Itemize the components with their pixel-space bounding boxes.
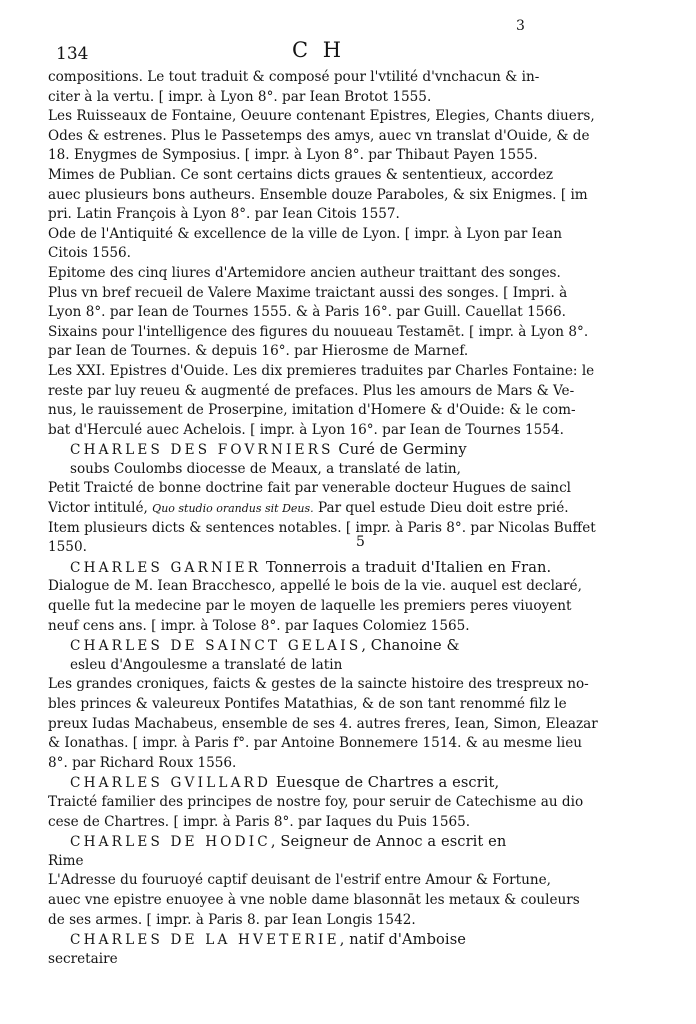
text-line: Petit Traicté de bonne doctrine fait par venerable docteur Hugues de saincl — [48, 480, 572, 497]
text-line: Ode de l'Antiquité & excellence de la ville de Lyon. [ impr. à Lyon par Iean — [48, 225, 562, 242]
author-heading — [48, 930, 632, 950]
text-line: esleu d'Angoulesme a translaté de latin — [70, 656, 343, 673]
text-line: Les Ruisseaux de Fontaine, Oeuure contenant Epistres, Elegies, Chants diuers, — [48, 108, 595, 125]
text-line: bat d'Herculé auec Achelois. [ impr. à Lyon 16°. par Iean de Tournes 1554. — [48, 421, 564, 438]
text-line: de ses armes. [ impr. à Paris 8. par Iean Longis 1542. — [48, 911, 416, 928]
text-fragment: Par quel estude Dieu doit estre prié. — [313, 500, 569, 517]
author-name: CHARLES DES FOVRNIERS — [70, 442, 334, 459]
author-heading — [48, 440, 632, 460]
author-heading — [48, 832, 632, 852]
text-line: cese de Chartres. [ impr. à Paris 8°. par Iaques du Puis 1565. — [48, 813, 471, 830]
text-line: Epitome des cinq liures d'Artemidore ancien autheur traittant des songes. — [48, 264, 561, 281]
text-line: bles princes & valeureux Pontifes Matathias, & de son tant renommé filz le — [48, 696, 567, 712]
text-line: Mimes de Publian. Ce sont certains dicts graues & sententieux, accordez — [48, 166, 554, 183]
text-line: 8°. par Richard Roux 1556. — [48, 754, 237, 771]
text-body — [48, 68, 632, 969]
text-line: Dialogue de M. Iean Bracchesco, appellé le bois de la vie. auquel est declaré, — [48, 578, 582, 595]
running-head: C H — [292, 38, 346, 62]
author-name: CHARLES DE LA HVETERIE — [70, 932, 340, 949]
author-heading — [48, 773, 632, 793]
text-line: Lyon 8°. par Iean de Tournes 1555. & à Paris 16°. par Guill. Cauellat 1566. — [48, 304, 566, 321]
text-line: Les XXI. Epistres d'Ouide. Les dix premieres traduites par Charles Fontaine: le — [48, 362, 595, 379]
text-line: Rime — [48, 852, 84, 869]
author-description: Euesque de Chartres a escrit, — [271, 774, 500, 792]
author-description: , Chanoine & — [361, 637, 460, 655]
latin-title: Quo studio orandus sit Deus. — [152, 502, 314, 516]
author-description: , Seigneur de Annoc a escrit en — [270, 833, 507, 851]
page-number: 134 — [56, 44, 89, 64]
author-description: Tonnerrois a traduit d'Italien en Fran. — [261, 558, 552, 576]
text-line: Item plusieurs dicts & sentences notables. [ impr. à Paris 8°. par Nicolas Buffet — [48, 519, 596, 536]
text-line: preux Iudas Machabeus, ensemble de ses 4. autres freres, Iean, Simon, Eleazar — [48, 715, 598, 732]
text-line: & Ionathas. [ impr. à Paris f°. par Antoine Bonnemere 1514. & au mesme lieu — [48, 735, 583, 752]
author-heading — [48, 558, 632, 578]
text-line: secretaire — [48, 950, 118, 967]
text-line: L'Adresse du fouruoyé captif deuisant de l'estrif entre Amour & Fortune, — [48, 872, 551, 889]
text-line: reste par luy reueu & augmenté de prefaces. Plus les amours de Mars & Ve- — [48, 382, 575, 399]
text-line — [48, 499, 632, 519]
text-line: neuf cens ans. [ impr. à Tolose 8°. par Iaques Colomiez 1565. — [48, 617, 470, 634]
text-line: Sixains pour l'intelligence des figures du nouueau Testamēt. [ impr. à Lyon 8°. — [48, 323, 589, 340]
text-line: auec vne epistre enuoyee à vne noble dame blasonnāt les metaux & couleurs — [48, 891, 580, 908]
text-line: Odes & estrenes. Plus le Passetemps des amys, auec vn translat d'Ouide, & de — [48, 127, 590, 144]
text-line: citer à la vertu. [ impr. à Lyon 8°. par Iean Brotot 1555. — [48, 88, 432, 105]
marginal-mark: 5 — [356, 534, 365, 550]
text-line: compositions. Le tout traduit & composé pour l'vtilité d'vnchacun & in- — [48, 69, 540, 85]
text-line: Traicté familier des principes de nostre foy, pour seruir de Catechisme au dio — [48, 793, 584, 810]
text-line: 18. Enygmes de Symposius. [ impr. à Lyon 8°. par Thibaut Payen 1555. — [48, 147, 538, 164]
text-fragment: Victor intitulé, — [48, 500, 153, 517]
author-name: CHARLES DE HODIC — [70, 834, 271, 851]
author-description: Curé de Germiny — [333, 441, 467, 459]
author-name: CHARLES GARNIER — [70, 559, 262, 576]
text-line: Plus vn bref recueil de Valere Maxime traictant aussi des songes. [ Impri. à — [48, 284, 568, 301]
text-line: auec plusieurs bons autheurs. Ensemble douze Paraboles, & six Enigmes. [ im — [48, 186, 588, 203]
text-line: nus, le rauissement de Proserpine, imitation d'Homere & d'Ouide: & le com- — [48, 402, 576, 419]
text-line: quelle fut la medecine par le moyen de laquelle les premiers peres viuoyent — [48, 598, 572, 615]
text-line: Citois 1556. — [48, 245, 131, 262]
author-heading — [48, 636, 632, 656]
author-name: CHARLES DE SAINCT GELAIS — [70, 638, 362, 655]
text-line: Les grandes croniques, faicts & gestes de la saincte histoire des trespreux no- — [48, 676, 589, 693]
author-name: CHARLES GVILLARD — [70, 775, 272, 792]
text-line: 1550. — [48, 539, 87, 556]
text-line: par Iean de Tournes. & depuis 16°. par Hierosme de Marnef. — [48, 343, 469, 360]
text-line: soubs Coulombs diocesse de Meaux, a translaté de latin, — [70, 460, 461, 477]
author-description: , natif d'Amboise — [339, 931, 467, 949]
corner-mark: 3 — [516, 18, 525, 34]
text-line: pri. Latin François à Lyon 8°. par Iean Citois 1557. — [48, 206, 400, 223]
